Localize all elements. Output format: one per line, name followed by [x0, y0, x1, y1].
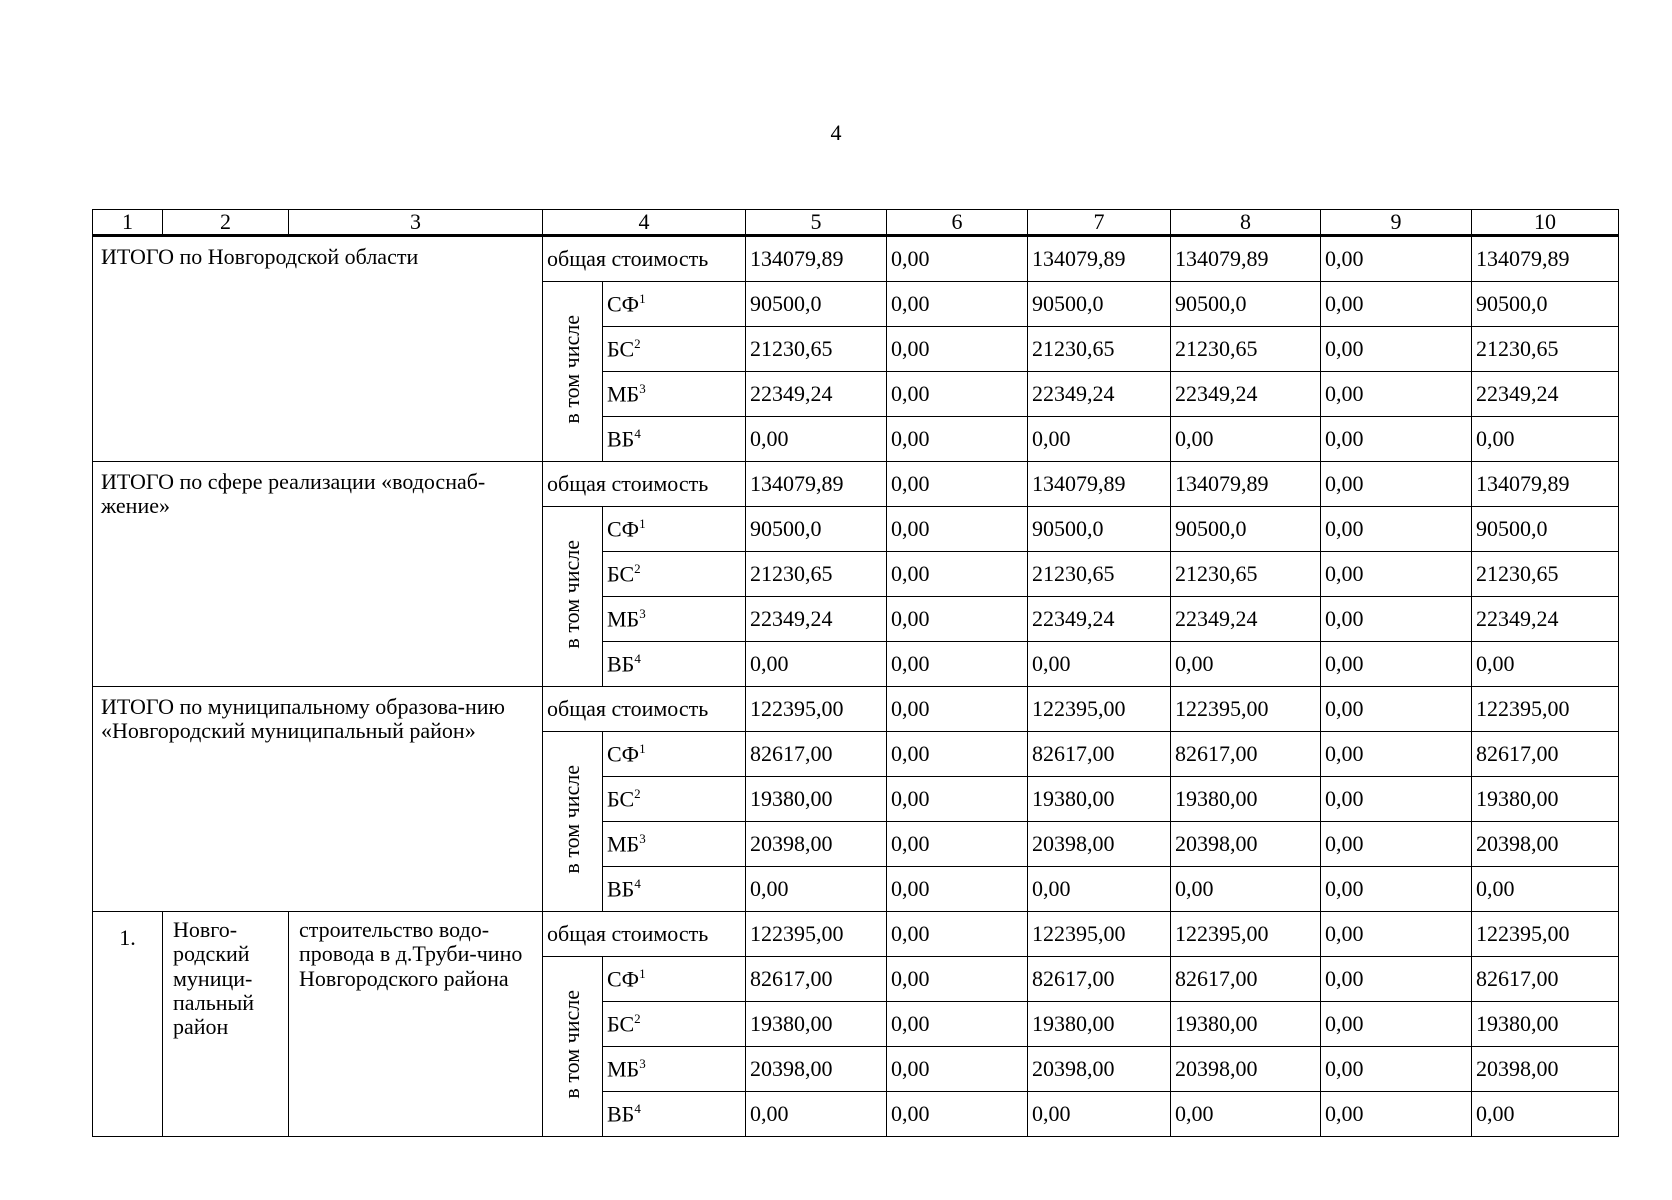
- funding-source-label: $БС^2$: [603, 1002, 746, 1047]
- section-value: 22349,24: [746, 372, 887, 417]
- column-number-row: [93, 210, 1619, 236]
- funding-source-label: $МБ^3$: [603, 597, 746, 642]
- section-value: 134079,89: [1472, 462, 1619, 507]
- item-value: 19380,00: [1171, 1002, 1321, 1047]
- funding-source-label: $СФ^1$: [603, 957, 746, 1002]
- item-value: 82617,00: [746, 957, 887, 1002]
- funding-source-label: $ВБ^4$: [603, 1092, 746, 1137]
- section-value: 134079,89: [746, 462, 887, 507]
- section-value: 0,00: [1321, 372, 1472, 417]
- funding-source-label: $БС^2$: [603, 327, 746, 372]
- section-value: 0,00: [1321, 732, 1472, 777]
- item-object: строительство водо-провода в д.Труби-чино Новгородского района: [289, 912, 543, 1137]
- total-cost-label: общая стоимость: [543, 912, 746, 957]
- section-value: 0,00: [746, 417, 887, 462]
- total-cost-label: общая стоимость: [543, 687, 746, 732]
- funding-source-label: $ВБ^4$: [603, 867, 746, 912]
- item-value: 0,00: [1028, 1092, 1171, 1137]
- column-number: 7: [1028, 210, 1171, 236]
- footnote-mark: 3: [639, 605, 646, 621]
- item-value: 0,00: [1321, 1047, 1472, 1092]
- item-value: 0,00: [746, 1092, 887, 1137]
- section-value: 22349,24: [1472, 372, 1619, 417]
- item-value: 0,00: [1321, 1002, 1472, 1047]
- item-value: 82617,00: [1472, 957, 1619, 1002]
- section-value: 22349,24: [746, 597, 887, 642]
- column-number: 8: [1171, 210, 1321, 236]
- section-value: 22349,24: [1472, 597, 1619, 642]
- section-value: 82617,00: [746, 732, 887, 777]
- section-value: 21230,65: [1171, 552, 1321, 597]
- including-label: [543, 957, 603, 1137]
- section-value: 22349,24: [1028, 372, 1171, 417]
- funding-source-label: $МБ^3$: [603, 822, 746, 867]
- column-number: 2: [163, 210, 289, 236]
- footnote-mark: 4: [634, 1100, 641, 1116]
- item-value: 82617,00: [1028, 957, 1171, 1002]
- section-value: 0,00: [1321, 507, 1472, 552]
- section-value: 82617,00: [1472, 732, 1619, 777]
- item-value: 0,00: [887, 957, 1028, 1002]
- funding-source-label: $БС^2$: [603, 777, 746, 822]
- footnote-mark: 3: [639, 830, 646, 846]
- including-label: [543, 507, 603, 687]
- funding-source-label: $СФ^1$: [603, 732, 746, 777]
- including-text: в том числе: [559, 989, 585, 1099]
- financing-table: [92, 209, 1619, 1137]
- section-title: ИТОГО по Новгородской области: [93, 236, 543, 462]
- column-number: 4: [543, 210, 746, 236]
- column-number: 6: [887, 210, 1028, 236]
- section-value: 0,00: [1028, 417, 1171, 462]
- item-value: 0,00: [1321, 957, 1472, 1002]
- item-value: 20398,00: [1472, 1047, 1619, 1092]
- item-value: 0,00: [1321, 1092, 1472, 1137]
- footnote-mark: 1: [639, 965, 646, 981]
- section-value: 0,00: [887, 282, 1028, 327]
- item-value: 0,00: [1171, 1092, 1321, 1137]
- item-value: 0,00: [887, 1002, 1028, 1047]
- item-value: 122395,00: [746, 912, 887, 957]
- item-value: 19380,00: [1472, 1002, 1619, 1047]
- column-number: 5: [746, 210, 887, 236]
- section-value: 21230,65: [1472, 552, 1619, 597]
- section-value: 19380,00: [746, 777, 887, 822]
- section-value: 0,00: [887, 867, 1028, 912]
- section-value: 21230,65: [1472, 327, 1619, 372]
- section-value: 22349,24: [1171, 597, 1321, 642]
- section-value: 0,00: [887, 372, 1028, 417]
- item-value: 20398,00: [746, 1047, 887, 1092]
- item-value: 0,00: [887, 1047, 1028, 1092]
- footnote-mark: 4: [634, 650, 641, 666]
- item-municipality: Новго-родский муници-пальный район: [163, 912, 289, 1137]
- section-value: 0,00: [746, 867, 887, 912]
- section-value: 134079,89: [1171, 462, 1321, 507]
- section-value: 0,00: [887, 236, 1028, 282]
- section-value: 0,00: [1321, 687, 1472, 732]
- including-text: в том числе: [559, 764, 585, 874]
- item-value: 0,00: [887, 1092, 1028, 1137]
- section-value: 22349,24: [1028, 597, 1171, 642]
- section-value: 0,00: [887, 687, 1028, 732]
- footnote-mark: 2: [634, 785, 641, 801]
- section-value: 122395,00: [746, 687, 887, 732]
- item-value: 0,00: [1321, 912, 1472, 957]
- section-value: 21230,65: [1028, 327, 1171, 372]
- including-label: [543, 732, 603, 912]
- item-value: 82617,00: [1171, 957, 1321, 1002]
- section-value: 122395,00: [1472, 687, 1619, 732]
- section-value: 0,00: [887, 462, 1028, 507]
- section-value: 0,00: [1171, 867, 1321, 912]
- section-value: 122395,00: [1028, 687, 1171, 732]
- funding-source-label: $МБ^3$: [603, 1047, 746, 1092]
- section-value: 0,00: [887, 597, 1028, 642]
- footnote-mark: 1: [639, 290, 646, 306]
- table-row: [93, 236, 1619, 282]
- section-value: 0,00: [887, 417, 1028, 462]
- section-value: 21230,65: [746, 552, 887, 597]
- section-title: ИТОГО по муниципальному образова-нию «Новгородский муниципальный район»: [93, 687, 543, 912]
- section-value: 22349,24: [1171, 372, 1321, 417]
- footnote-mark: 3: [639, 1055, 646, 1071]
- section-value: 0,00: [1472, 417, 1619, 462]
- section-value: 20398,00: [746, 822, 887, 867]
- footnote-mark: 4: [634, 425, 641, 441]
- section-value: 0,00: [1321, 867, 1472, 912]
- section-value: 90500,0: [1472, 282, 1619, 327]
- footnote-mark: 2: [634, 1010, 641, 1026]
- section-value: 0,00: [1472, 867, 1619, 912]
- item-value: 19380,00: [1028, 1002, 1171, 1047]
- funding-source-label: $СФ^1$: [603, 507, 746, 552]
- section-value: 122395,00: [1171, 687, 1321, 732]
- section-value: 134079,89: [1028, 462, 1171, 507]
- section-value: 0,00: [887, 507, 1028, 552]
- section-value: 0,00: [1321, 822, 1472, 867]
- section-value: 21230,65: [1028, 552, 1171, 597]
- section-value: 90500,0: [1028, 282, 1171, 327]
- funding-source-label: $СФ^1$: [603, 282, 746, 327]
- column-number: 9: [1321, 210, 1472, 236]
- section-value: 0,00: [887, 822, 1028, 867]
- funding-source-label: $БС^2$: [603, 552, 746, 597]
- item-value: 20398,00: [1028, 1047, 1171, 1092]
- funding-source-label: $ВБ^4$: [603, 642, 746, 687]
- section-value: 19380,00: [1472, 777, 1619, 822]
- including-label: [543, 282, 603, 462]
- section-value: 20398,00: [1472, 822, 1619, 867]
- section-value: 90500,0: [1028, 507, 1171, 552]
- section-value: 90500,0: [746, 507, 887, 552]
- item-value: 122395,00: [1472, 912, 1619, 957]
- section-value: 82617,00: [1028, 732, 1171, 777]
- including-text: в том числе: [559, 314, 585, 424]
- section-value: 0,00: [1321, 327, 1472, 372]
- section-value: 90500,0: [746, 282, 887, 327]
- section-value: 0,00: [1171, 642, 1321, 687]
- item-value: 20398,00: [1171, 1047, 1321, 1092]
- section-value: 20398,00: [1028, 822, 1171, 867]
- section-value: 134079,89: [746, 236, 887, 282]
- footnote-mark: 2: [634, 335, 641, 351]
- table-row: [93, 462, 1619, 507]
- section-value: 0,00: [1321, 642, 1472, 687]
- section-value: 134079,89: [1028, 236, 1171, 282]
- section-value: 82617,00: [1171, 732, 1321, 777]
- table-row: [93, 687, 1619, 732]
- column-number: 10: [1472, 210, 1619, 236]
- section-value: 21230,65: [746, 327, 887, 372]
- section-value: 0,00: [887, 642, 1028, 687]
- item-value: 0,00: [1472, 1092, 1619, 1137]
- section-value: 90500,0: [1472, 507, 1619, 552]
- section-value: 134079,89: [1472, 236, 1619, 282]
- section-value: 0,00: [1321, 552, 1472, 597]
- footnote-mark: 1: [639, 740, 646, 756]
- footnote-mark: 1: [639, 515, 646, 531]
- section-value: 90500,0: [1171, 282, 1321, 327]
- page-number: 4: [830, 120, 842, 145]
- total-cost-label: общая стоимость: [543, 462, 746, 507]
- funding-source-label: $ВБ^4$: [603, 417, 746, 462]
- section-value: 0,00: [887, 777, 1028, 822]
- section-value: 0,00: [1171, 417, 1321, 462]
- item-value: 122395,00: [1171, 912, 1321, 957]
- section-value: 0,00: [1321, 462, 1472, 507]
- section-value: 0,00: [746, 642, 887, 687]
- section-value: 0,00: [1321, 417, 1472, 462]
- section-value: 0,00: [1321, 777, 1472, 822]
- footnote-mark: 3: [639, 380, 646, 396]
- section-value: 0,00: [887, 732, 1028, 777]
- funding-source-label: $МБ^3$: [603, 372, 746, 417]
- section-value: 21230,65: [1171, 327, 1321, 372]
- section-value: 0,00: [1321, 282, 1472, 327]
- section-value: 19380,00: [1028, 777, 1171, 822]
- item-value: 122395,00: [1028, 912, 1171, 957]
- footnote-mark: 2: [634, 560, 641, 576]
- footnote-mark: 4: [634, 875, 641, 891]
- section-value: 0,00: [887, 327, 1028, 372]
- section-value: 134079,89: [1171, 236, 1321, 282]
- section-value: 90500,0: [1171, 507, 1321, 552]
- column-number: 3: [289, 210, 543, 236]
- section-value: 0,00: [1321, 597, 1472, 642]
- including-text: в том числе: [559, 539, 585, 649]
- section-value: 0,00: [1321, 236, 1472, 282]
- section-value: 0,00: [1028, 867, 1171, 912]
- section-value: 0,00: [887, 552, 1028, 597]
- item-number: 1.: [93, 912, 163, 1137]
- total-cost-label: общая стоимость: [543, 236, 746, 282]
- section-value: 20398,00: [1171, 822, 1321, 867]
- item-value: 19380,00: [746, 1002, 887, 1047]
- item-value: 0,00: [887, 912, 1028, 957]
- column-number: 1: [93, 210, 163, 236]
- section-value: 0,00: [1028, 642, 1171, 687]
- section-value: 0,00: [1472, 642, 1619, 687]
- section-title: ИТОГО по сфере реализации «водоснаб-жение»: [93, 462, 543, 687]
- section-value: 19380,00: [1171, 777, 1321, 822]
- table-row: [93, 912, 1619, 957]
